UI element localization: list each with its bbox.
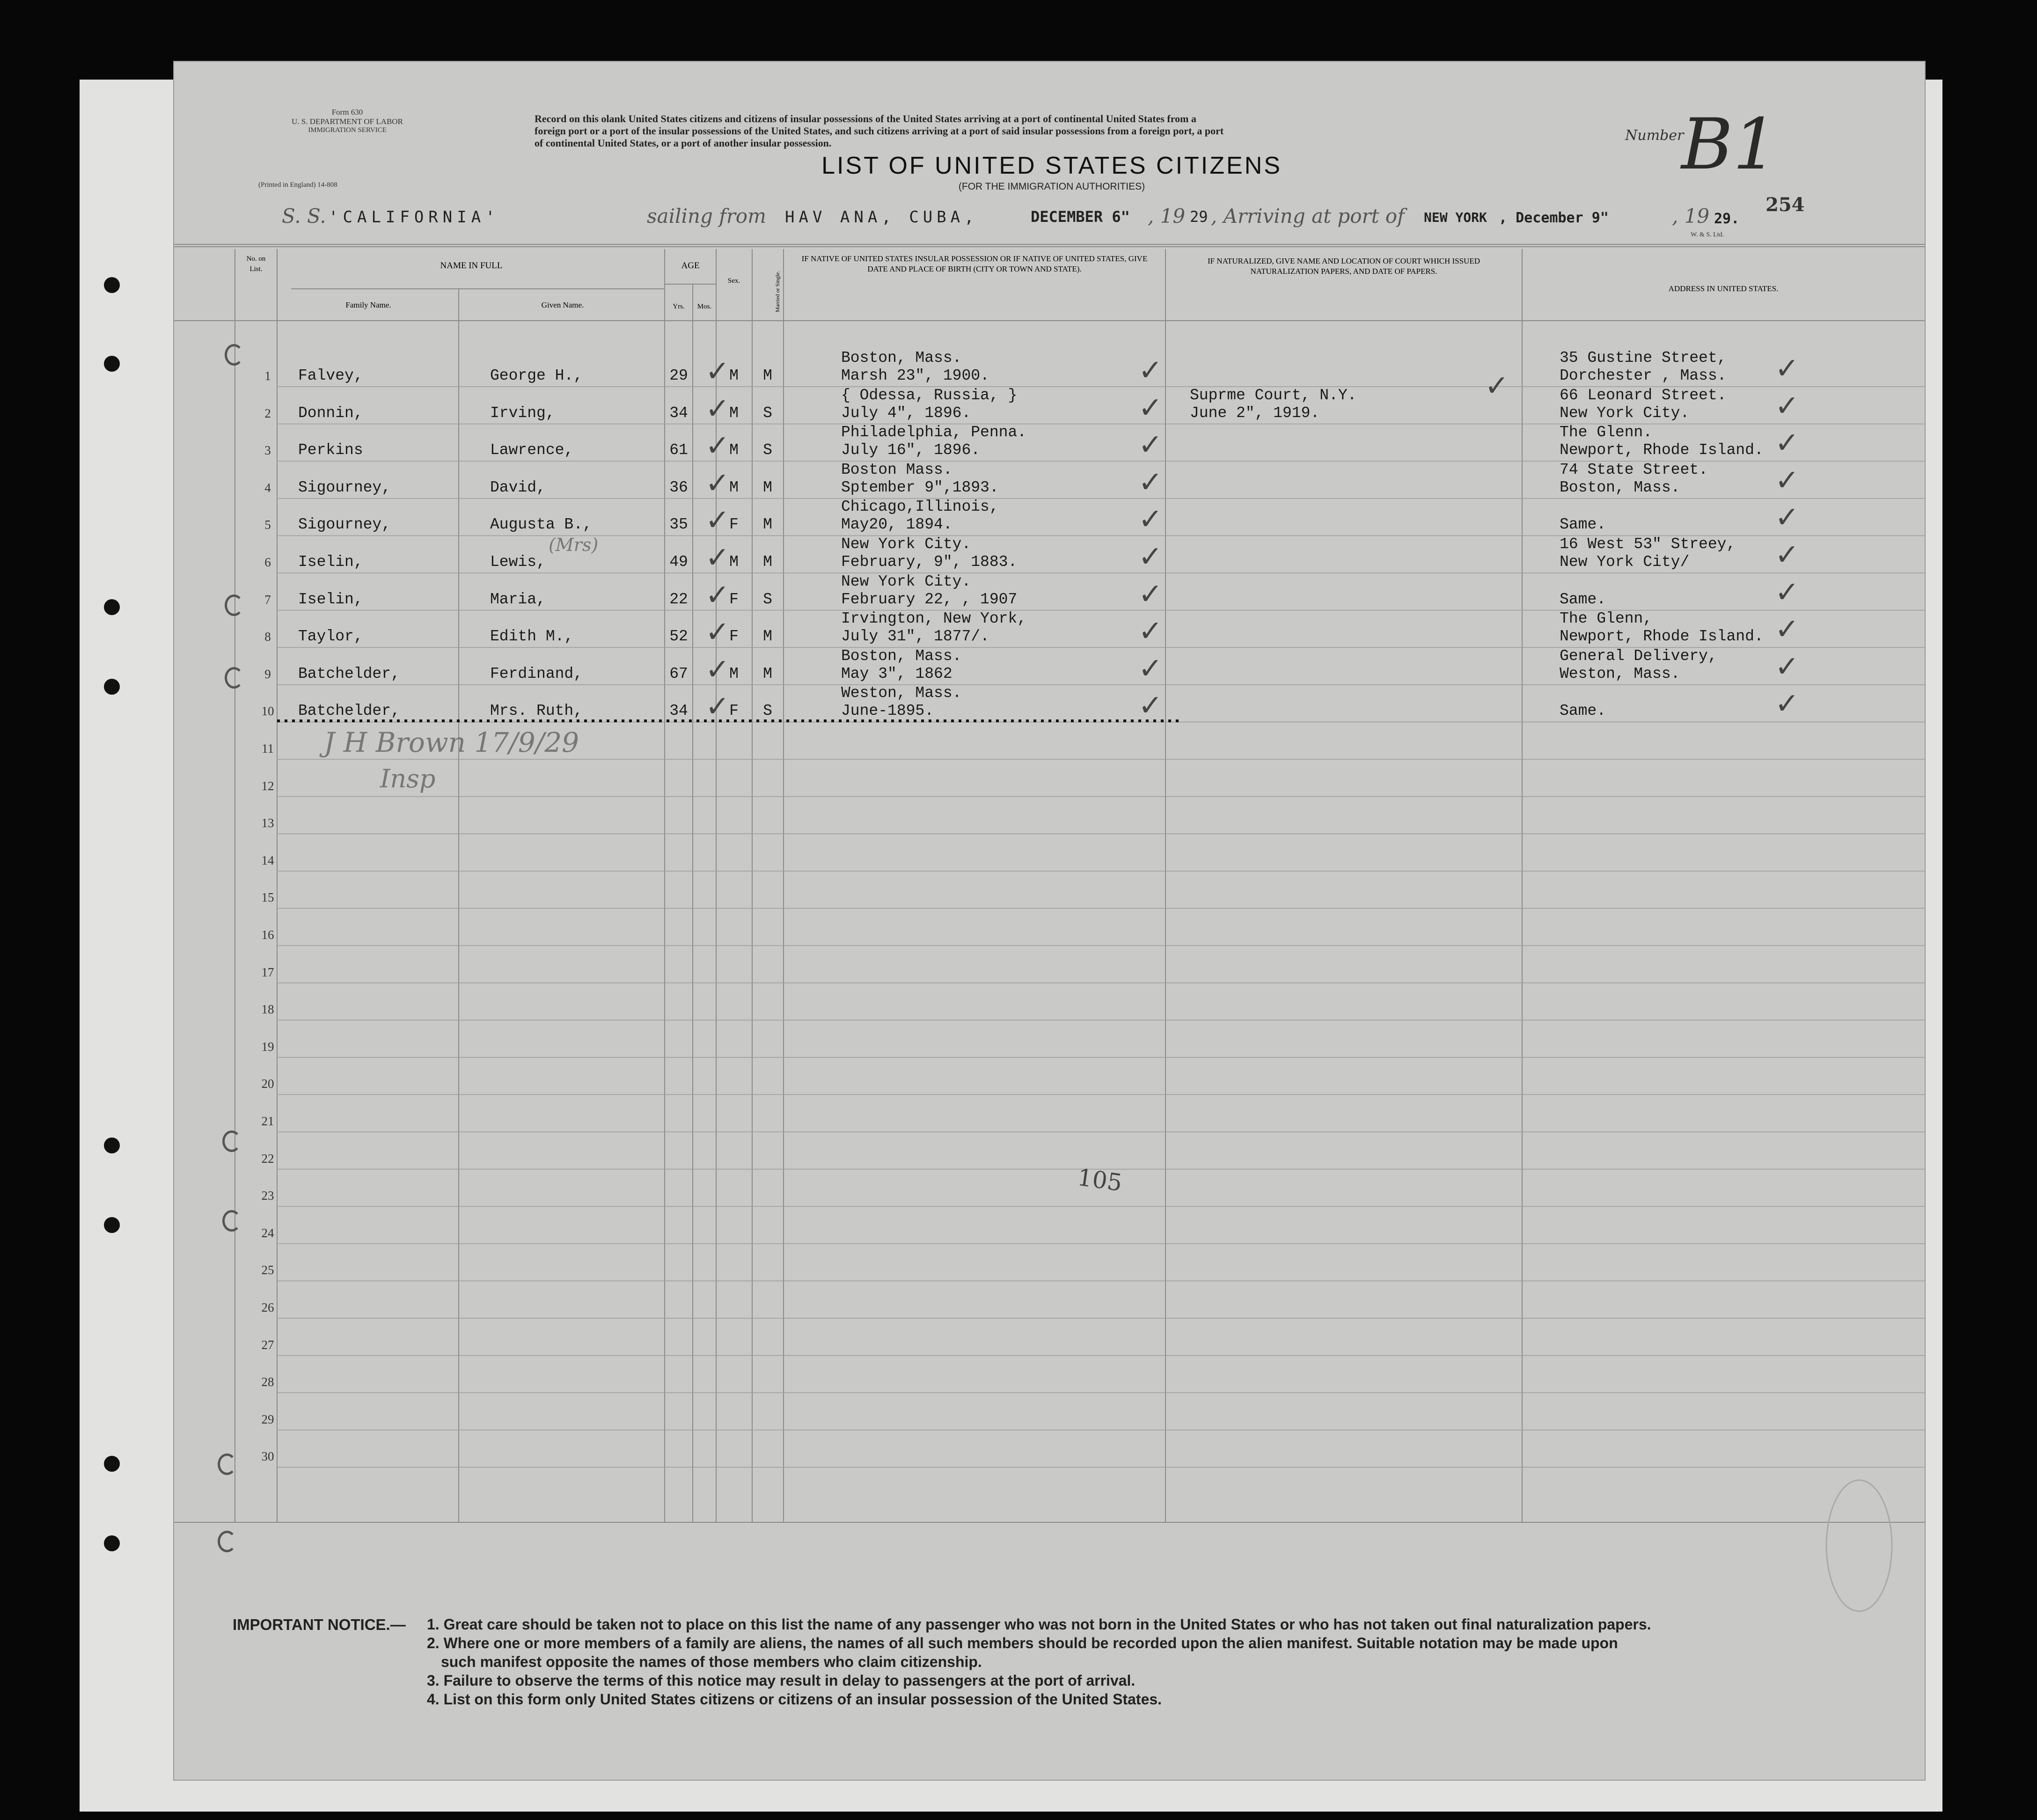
cell-birth-line: Boston, Mass. bbox=[841, 647, 962, 665]
cell-family: Perkins bbox=[298, 441, 363, 459]
instructions-line-3: of continental United States, or a port of another insular possession. bbox=[535, 137, 832, 149]
notice-item-2-cont: such manifest opposite the names of those members who claim citizenship. bbox=[441, 1653, 982, 1670]
check-mark-icon: ✓ bbox=[705, 577, 730, 612]
row-number: 23 bbox=[261, 1189, 274, 1203]
row-number: 21 bbox=[261, 1114, 274, 1128]
notice-label: IMPORTANT NOTICE.— bbox=[233, 1616, 406, 1633]
page-subtitle: (FOR THE IMMIGRATION AUTHORITIES) bbox=[958, 181, 1145, 192]
page-title: LIST OF UNITED STATES CITIZENS bbox=[821, 152, 1282, 179]
cell-addr-line: The Glenn. bbox=[1560, 424, 1653, 441]
cell-ms: S bbox=[763, 702, 772, 720]
check-mark-icon: ✓ bbox=[1138, 390, 1163, 425]
cell-family: Batchelder, bbox=[298, 665, 400, 682]
cell-birth-line: Weston, Mass. bbox=[841, 684, 962, 702]
cell-birth-line: February 22, , 1907 bbox=[841, 590, 1018, 608]
cell-ms: S bbox=[763, 404, 772, 422]
cell-addr-line: Same. bbox=[1560, 516, 1606, 534]
departure-port: HAV ANA, CUBA, bbox=[785, 208, 978, 227]
check-mark-icon: ✓ bbox=[1775, 388, 1799, 423]
binder-ring bbox=[225, 667, 243, 689]
cell-family: Batchelder, bbox=[298, 702, 400, 720]
cell-ms: M bbox=[763, 553, 772, 571]
cell-yrs: 36 bbox=[669, 478, 688, 496]
cell-yrs: 34 bbox=[669, 702, 688, 720]
cell-yrs: 49 bbox=[669, 553, 688, 571]
col-header-naturalized: IF NATURALIZED, GIVE NAME AND LOCATION OF COURT WHICH ISSUED NATURALIZATION PAPERS, AND DATE OF PAPERS. bbox=[1207, 257, 1480, 276]
cell-no: 6 bbox=[264, 555, 271, 569]
cell-given: Lawrence, bbox=[490, 441, 574, 459]
cell-addr-line: New York City/ bbox=[1560, 553, 1690, 571]
cell-given: David, bbox=[490, 478, 546, 496]
inspector-title: Insp bbox=[380, 764, 436, 793]
cell-addr-line: The Glenn, bbox=[1560, 610, 1653, 628]
check-mark-icon: ✓ bbox=[705, 652, 730, 686]
row-number: 24 bbox=[261, 1226, 274, 1240]
cell-addr-line: Newport, Rhode Island. bbox=[1560, 628, 1764, 646]
row-number: 27 bbox=[261, 1337, 274, 1352]
cell-birth-line: Boston, Mass. bbox=[841, 349, 962, 367]
check-mark-icon: ✓ bbox=[705, 540, 730, 574]
binder-ring bbox=[218, 1453, 236, 1475]
binder-hole bbox=[104, 599, 120, 615]
cell-no: 2 bbox=[264, 406, 271, 420]
cell-given: Lewis, bbox=[490, 553, 546, 571]
cell-birth-line: June-1895. bbox=[841, 702, 934, 720]
check-mark-icon: ✓ bbox=[1138, 688, 1163, 723]
cell-birth-line: July 16", 1896. bbox=[841, 441, 981, 459]
cell-no: 7 bbox=[264, 592, 271, 607]
cell-birth-line: May20, 1894. bbox=[841, 516, 953, 534]
cell-family: Donnin, bbox=[298, 404, 363, 422]
cell-birth-line: Boston Mass. bbox=[841, 461, 953, 478]
cell-ms: M bbox=[763, 516, 772, 534]
check-mark-icon: ✓ bbox=[1775, 500, 1799, 535]
cell-birth-line: Marsh 23", 1900. bbox=[841, 367, 989, 384]
year-prefix-2: , 19 bbox=[1672, 205, 1710, 228]
row-number: 15 bbox=[261, 890, 274, 905]
cell-given: Augusta B., bbox=[490, 516, 592, 534]
cell-no: 1 bbox=[264, 369, 271, 383]
cell-birth-line: Philadelphia, Penna. bbox=[841, 424, 1027, 441]
cell-sex: M bbox=[729, 441, 739, 459]
cell-no: 5 bbox=[264, 518, 271, 532]
cell-ms: S bbox=[763, 441, 772, 459]
cell-birth-line: Chicago,Illinois, bbox=[841, 498, 999, 516]
row-number: 18 bbox=[261, 1002, 274, 1017]
cell-addr-line: 74 State Street. bbox=[1560, 461, 1708, 478]
row-number: 12 bbox=[261, 778, 274, 793]
instructions-line-2: foreign port or a port of the insular possessions of the United States, and such citizens arriving at a port of said insular possessions from a foreign port, a port bbox=[535, 125, 1224, 137]
department-label: U. S. DEPARTMENT OF LABOR bbox=[292, 117, 403, 126]
notice-item-4: 4. List on this form only United States citizens or citizens of an insular possession of the United States. bbox=[427, 1691, 1162, 1708]
cell-birth-line: New York City. bbox=[841, 536, 971, 553]
year-prefix-1: , 19 bbox=[1148, 205, 1186, 228]
row-number: 16 bbox=[261, 928, 274, 942]
cell-family: Taylor, bbox=[298, 628, 363, 646]
cell-sex: F bbox=[729, 590, 739, 608]
cell-no: 4 bbox=[264, 480, 271, 495]
cell-given: Ferdinand, bbox=[490, 665, 583, 682]
cell-sex: M bbox=[729, 553, 739, 571]
cell-family: Falvey, bbox=[298, 367, 363, 384]
cell-addr-line: 16 West 53" Streey, bbox=[1560, 536, 1736, 553]
binder-hole bbox=[104, 1217, 120, 1233]
cell-ms: S bbox=[763, 590, 772, 608]
cell-yrs: 29 bbox=[669, 367, 688, 384]
binder-ring bbox=[222, 1130, 241, 1152]
cell-yrs: 34 bbox=[669, 404, 688, 422]
cell-addr-line: Weston, Mass. bbox=[1560, 665, 1680, 682]
col-header-married: Married or Single. bbox=[774, 271, 781, 312]
arrival-date: , December 9" bbox=[1499, 210, 1609, 226]
cell-ms: M bbox=[763, 665, 772, 682]
check-mark-icon: ✓ bbox=[1138, 502, 1163, 536]
cell-yrs: 35 bbox=[669, 516, 688, 534]
check-mark-icon: ✓ bbox=[1775, 574, 1799, 609]
cell-sex: F bbox=[729, 702, 739, 720]
cell-birth-line: Sptember 9",1893. bbox=[841, 478, 999, 496]
cell-given: Edith M., bbox=[490, 628, 574, 646]
binder-hole bbox=[104, 1456, 120, 1472]
col-header-family: Family Name. bbox=[345, 301, 391, 309]
check-mark-icon: ✓ bbox=[1138, 427, 1163, 462]
check-mark-icon: ✓ bbox=[1775, 426, 1799, 460]
row-number: 22 bbox=[261, 1151, 274, 1166]
cell-family: Iselin, bbox=[298, 553, 363, 571]
cell-no: 3 bbox=[264, 443, 271, 458]
col-header-yrs: Yrs. bbox=[673, 303, 685, 310]
cell-family: Iselin, bbox=[298, 590, 363, 608]
binder-hole bbox=[104, 356, 120, 372]
row-number: 11 bbox=[262, 741, 274, 756]
check-mark-icon: ✓ bbox=[705, 354, 730, 388]
cell-given: Irving, bbox=[490, 404, 555, 422]
row-number: 14 bbox=[261, 853, 274, 867]
inspector-signature: J H Brown 17/9/29 bbox=[324, 727, 579, 758]
cell-sex: F bbox=[729, 516, 739, 534]
check-mark-icon: ✓ bbox=[1138, 651, 1163, 685]
col-header-given: Given Name. bbox=[541, 301, 584, 309]
cell-addr-line: 35 Gustine Street, bbox=[1560, 349, 1727, 367]
cell-no: 8 bbox=[264, 630, 271, 644]
arrival-port: NEW YORK bbox=[1424, 210, 1487, 225]
cell-addr-line: Same. bbox=[1560, 702, 1606, 720]
check-mark-icon: ✓ bbox=[1775, 612, 1799, 646]
cell-birth-line: Irvington, New York, bbox=[841, 610, 1027, 628]
binder-ring bbox=[225, 344, 243, 366]
check-mark-icon: ✓ bbox=[1485, 368, 1509, 403]
check-mark-icon: ✓ bbox=[1138, 614, 1163, 648]
binder-ring bbox=[225, 594, 243, 616]
cell-family: Sigourney, bbox=[298, 516, 391, 534]
binder-hole bbox=[104, 277, 120, 293]
cell-yrs: 61 bbox=[669, 441, 688, 459]
service-label: IMMIGRATION SERVICE bbox=[308, 126, 387, 134]
arrival-year: 29. bbox=[1714, 211, 1740, 227]
cell-sex: F bbox=[729, 628, 739, 646]
col-header-name-in-full: NAME IN FULL bbox=[440, 261, 503, 271]
row-number: 20 bbox=[261, 1077, 274, 1091]
binder-ring bbox=[218, 1531, 236, 1552]
cell-yrs: 22 bbox=[669, 590, 688, 608]
cell-given: Maria, bbox=[490, 590, 546, 608]
cell-birth-line: February, 9", 1883. bbox=[841, 553, 1018, 571]
cell-nat-line: Suprme Court, N.Y. bbox=[1190, 386, 1357, 404]
printed-note: (Printed in England) 14-808 bbox=[258, 181, 337, 189]
col-header-address: ADDRESS IN UNITED STATES. bbox=[1668, 284, 1779, 293]
departure-year: 29 bbox=[1190, 208, 1208, 226]
cell-given: Mrs. Ruth, bbox=[490, 702, 583, 720]
col-header-no: No. on List. bbox=[246, 255, 266, 273]
cell-addr-line: Same. bbox=[1560, 590, 1606, 608]
cell-no: 9 bbox=[264, 667, 271, 681]
cell-sex: M bbox=[729, 404, 739, 422]
departure-date: DECEMBER 6" bbox=[1031, 208, 1130, 226]
binder-ring bbox=[222, 1210, 241, 1232]
printer-mark: W. & S. Ltd. bbox=[1691, 231, 1724, 238]
cell-family: Sigourney, bbox=[298, 478, 391, 496]
check-mark-icon: ✓ bbox=[705, 689, 730, 724]
cell-addr-line: New York City. bbox=[1560, 404, 1690, 422]
binder-hole bbox=[104, 679, 120, 695]
cell-ms: M bbox=[763, 367, 772, 384]
cell-yrs: 52 bbox=[669, 628, 688, 646]
row-number: 30 bbox=[261, 1449, 274, 1464]
arriving-label: , Arriving at port of bbox=[1211, 205, 1405, 228]
check-mark-icon: ✓ bbox=[705, 615, 730, 649]
cell-yrs: 67 bbox=[669, 665, 688, 682]
notice-item-3: 3. Failure to observe the terms of this notice may result in delay to passengers at the port of arrival. bbox=[427, 1672, 1136, 1689]
cell-birth-line: { Odessa, Russia, } bbox=[841, 386, 1018, 404]
binder-hole bbox=[104, 1138, 120, 1153]
sailing-label: sailing from bbox=[647, 205, 766, 228]
cell-ms: M bbox=[763, 628, 772, 646]
col-header-birth: IF NATIVE OF UNITED STATES INSULAR POSSESSION OR IF NATIVE OF UNITED STATES, GIVE DATE AND PLACE OF BIRTH (CITY OR TOWN AND STATE). bbox=[801, 254, 1148, 273]
cell-addr-line: Newport, Rhode Island. bbox=[1560, 441, 1764, 459]
row-number: 28 bbox=[261, 1375, 274, 1389]
check-mark-icon: ✓ bbox=[705, 428, 730, 463]
number-label: Number bbox=[1625, 127, 1684, 144]
cell-addr-line: 66 Leonard Street. bbox=[1560, 386, 1727, 404]
table-grid bbox=[174, 62, 1925, 1780]
check-mark-icon: ✓ bbox=[1138, 539, 1163, 573]
check-mark-icon: ✓ bbox=[1775, 537, 1799, 572]
margin-note: (Mrs) bbox=[549, 535, 599, 555]
instructions-line-1: Record on this olank United States citizens and citizens of insular possessions of the United States arriving at a port of continental United States from a bbox=[535, 113, 1196, 125]
check-mark-icon: ✓ bbox=[1138, 464, 1163, 499]
row-number: 17 bbox=[261, 965, 274, 979]
row-number: 13 bbox=[261, 816, 274, 830]
cell-birth-line: New York City. bbox=[841, 572, 971, 590]
number-value: B1 bbox=[1681, 104, 1778, 185]
cell-addr-line: Dorchester , Mass. bbox=[1560, 367, 1727, 384]
cell-birth-line: July 4", 1896. bbox=[841, 404, 971, 422]
row-number: 26 bbox=[261, 1300, 274, 1314]
stamp-number: 105 bbox=[1076, 1163, 1124, 1197]
row-number: 29 bbox=[261, 1412, 274, 1426]
page-stamp: 254 bbox=[1766, 194, 1805, 216]
ship-name: 'CALIFORNIA' bbox=[329, 208, 500, 227]
cell-birth-line: May 3", 1862 bbox=[841, 665, 953, 682]
check-mark-icon: ✓ bbox=[705, 465, 730, 500]
check-mark-icon: ✓ bbox=[1775, 462, 1799, 497]
row-number: 19 bbox=[261, 1039, 274, 1054]
cell-sex: M bbox=[729, 367, 739, 384]
notice-item-2: 2. Where one or more members of a family are aliens, the names of all such members should be recorded upon the alien manifest. Suitable notation may be made upon bbox=[427, 1635, 1618, 1651]
check-mark-icon: ✓ bbox=[705, 391, 730, 426]
cell-addr-line: General Delivery, bbox=[1560, 647, 1717, 665]
cell-sex: M bbox=[729, 478, 739, 496]
binder-hole bbox=[104, 1535, 120, 1551]
manifest-page bbox=[173, 61, 1926, 1781]
cell-ms: M bbox=[763, 478, 772, 496]
col-header-sex: Sex. bbox=[727, 277, 740, 285]
check-mark-icon: ✓ bbox=[1775, 351, 1799, 385]
cell-nat-line: June 2", 1919. bbox=[1190, 404, 1320, 422]
cell-sex: M bbox=[729, 665, 739, 682]
cell-no: 10 bbox=[261, 704, 274, 719]
notice-item-1: 1. Great care should be taken not to place on this list the name of any passenger who was not born in the United States or who has not taken out final naturalization papers. bbox=[427, 1616, 1651, 1633]
check-mark-icon: ✓ bbox=[1138, 353, 1163, 387]
check-mark-icon: ✓ bbox=[1775, 686, 1799, 721]
col-header-mos: Mos. bbox=[697, 303, 712, 310]
row-number: 25 bbox=[261, 1263, 274, 1277]
check-mark-icon: ✓ bbox=[705, 503, 730, 537]
check-mark-icon: ✓ bbox=[1138, 576, 1163, 611]
cell-birth-line: July 31", 1877/. bbox=[841, 628, 989, 646]
form-number: Form 630 bbox=[331, 108, 363, 117]
cell-addr-line: Boston, Mass. bbox=[1560, 478, 1680, 496]
ss-label: S. S. bbox=[282, 205, 326, 228]
check-mark-icon: ✓ bbox=[1775, 649, 1799, 683]
col-header-age: AGE bbox=[681, 261, 700, 271]
cell-given: George H., bbox=[490, 367, 583, 384]
